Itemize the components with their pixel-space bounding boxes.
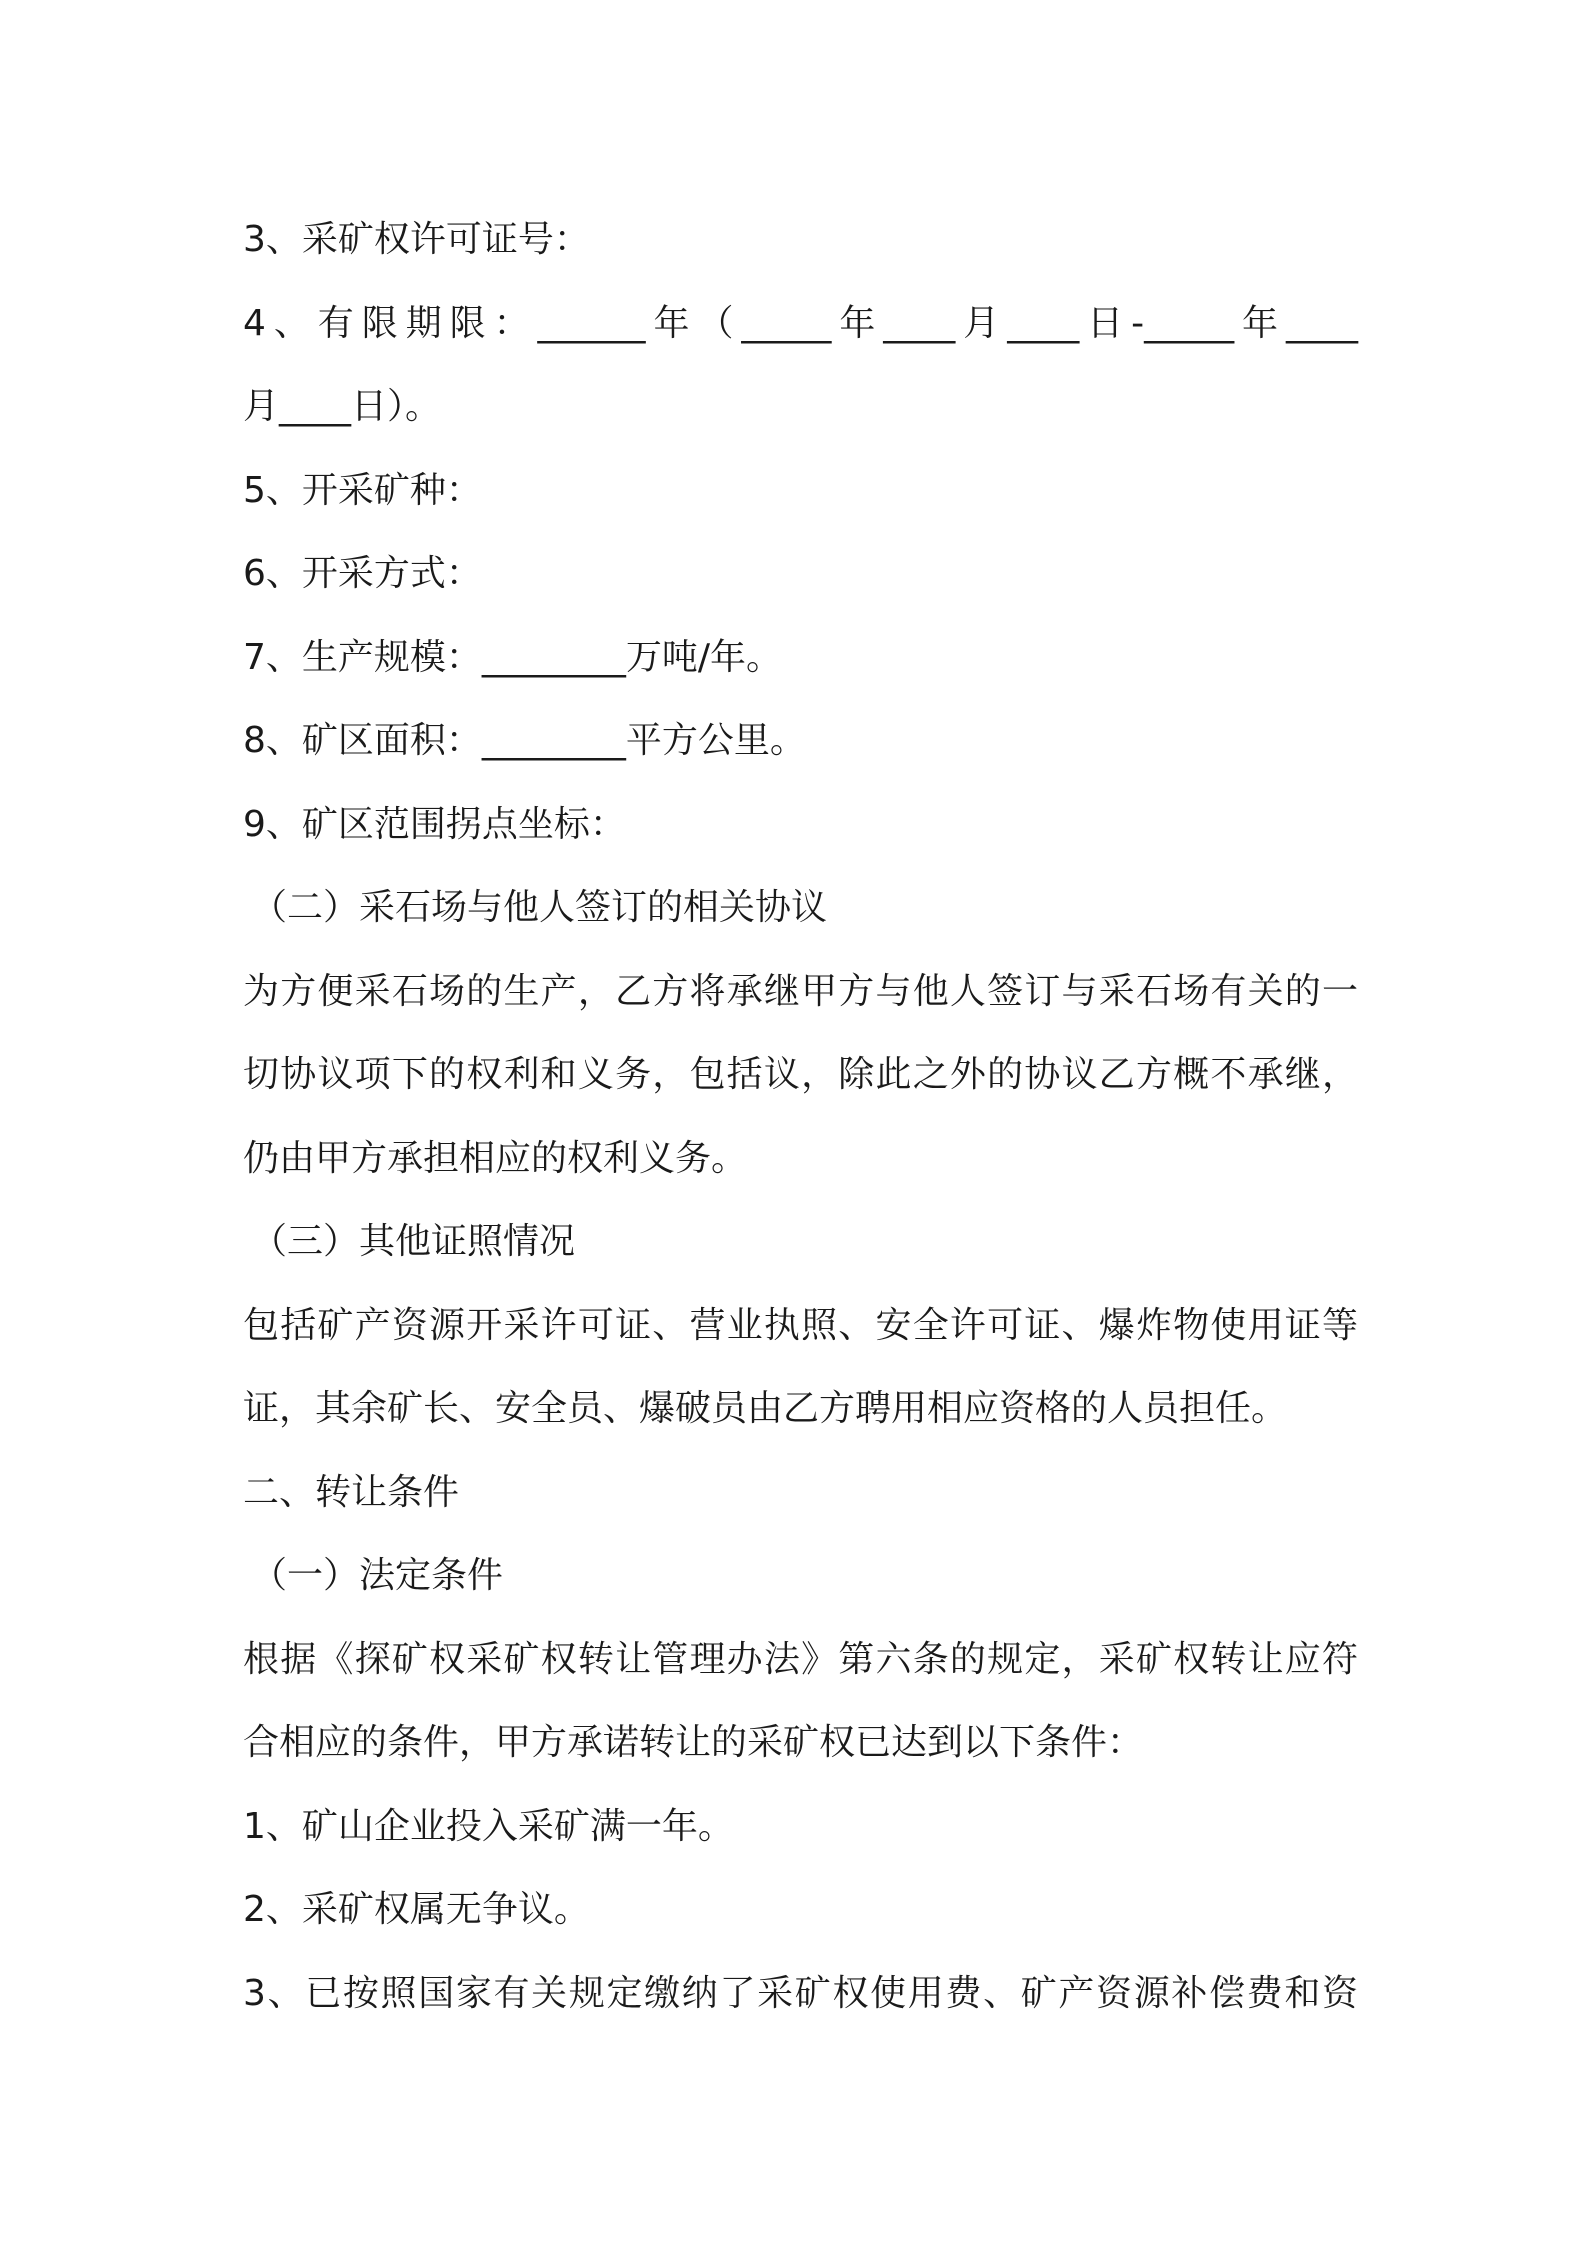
item-validity-period-cont: 月____日）。	[243, 386, 442, 427]
paragraph-legal-conditions: 根据《探矿权采矿权转让管理办法》第六条的规定，采矿权转让应符	[243, 1638, 1358, 1680]
paragraph-agreements: 为方便采石场的生产，乙方将承继甲方与他人签订与采石场有关的一	[243, 970, 1358, 1012]
paragraph-agreements-end: 仍由甲方承担相应的权利义务。	[243, 1137, 748, 1179]
item-boundary-coordinates: 9、矿区范围拐点坐标：	[243, 803, 626, 845]
item-mining-method: 6、开采方式：	[243, 553, 482, 594]
paragraph-other-licenses-end: 证，其余矿长、安全员、爆破员由乙方聘用相应资格的人员担任。	[243, 1388, 1288, 1429]
chapter-heading-transfer-conditions: 二、转让条件	[243, 1471, 460, 1513]
item-mining-area: 8、矿区面积：________平方公里。	[243, 720, 806, 761]
document-body	[243, 198, 1358, 2035]
section-heading-other-licenses: （三）其他证照情况	[251, 1221, 576, 1262]
condition-item-3: 3、已按照国家有关规定缴纳了采矿权使用费、矿产资源补偿费和资	[243, 1972, 1358, 2014]
paragraph-other-licenses: 包括矿产资源开采许可证、营业执照、安全许可证、爆炸物使用证等	[243, 1304, 1358, 1346]
paragraph-agreements-cont: 切协议项下的权利和义务，包括议，除此之外的协议乙方概不承继，	[243, 1054, 1358, 1095]
condition-item-1: 1、矿山企业投入采矿满一年。	[243, 1805, 734, 1847]
section-heading-legal-conditions: （一）法定条件	[251, 1555, 504, 1596]
section-heading-agreements: （二）采石场与他人签订的相关协议	[251, 887, 828, 928]
item-mineral-type: 5、开采矿种：	[243, 469, 482, 511]
item-license-number: 3、采矿权许可证号：	[243, 219, 590, 260]
item-production-scale: 7、生产规模：________万吨/年。	[243, 636, 783, 678]
paragraph-legal-conditions-end: 合相应的条件，甲方承诺转让的采矿权已达到以下条件：	[243, 1722, 1144, 1763]
item-validity-period: 4、有限期限：______年（_____年____月____日-_____年____	[243, 302, 1358, 344]
condition-item-2: 2、采矿权属无争议。	[243, 1889, 590, 1930]
